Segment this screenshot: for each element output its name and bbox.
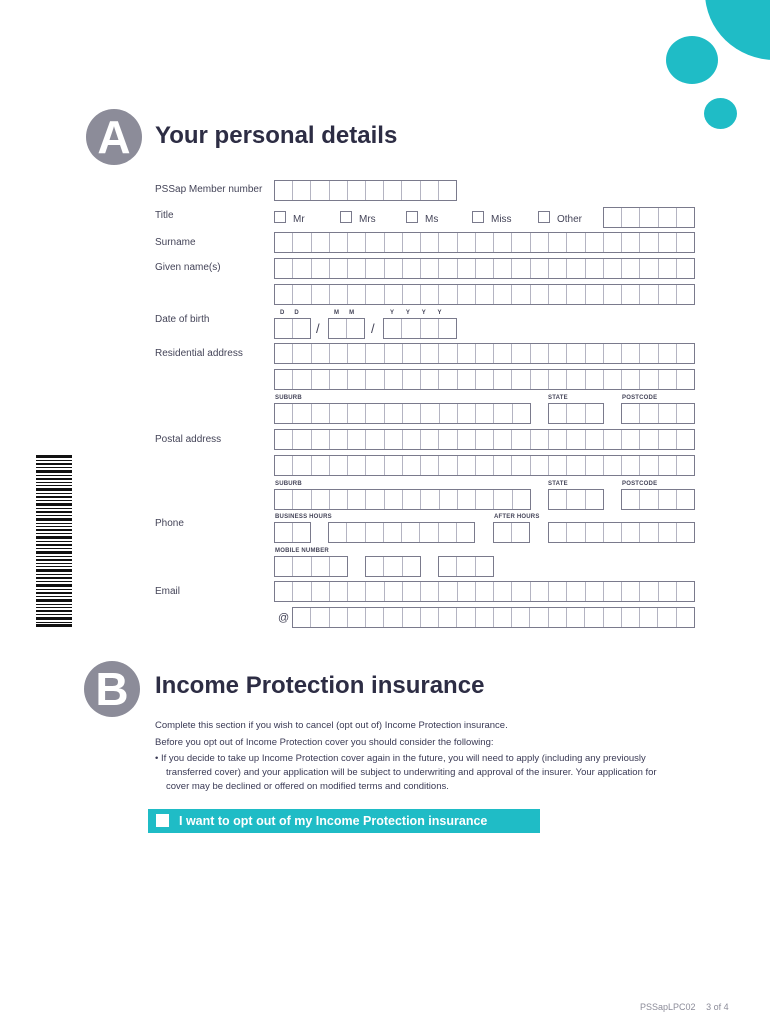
residential-postcode-field[interactable] (621, 403, 695, 424)
opt-out-checkbox[interactable] (156, 814, 169, 827)
decorative-circle-medium (666, 36, 718, 84)
mobile-number-part3[interactable] (438, 556, 494, 577)
section-b-title: Income Protection insurance (155, 672, 485, 699)
business-hours-caption: BUSINESS HOURS (275, 514, 332, 520)
surname-field[interactable] (274, 232, 695, 253)
title-ms-label: Ms (425, 214, 439, 225)
after-hours-area-code[interactable] (493, 522, 530, 543)
email-at-sign: @ (278, 612, 290, 624)
postal-address-line1[interactable] (274, 429, 695, 450)
postal-state-field[interactable] (548, 489, 604, 510)
postal-state-caption: STATE (548, 481, 568, 487)
section-b-intro: Complete this section if you wish to cancel (opt out of) Income Protection insurance. (155, 720, 508, 731)
dob-year-hint: Y Y Y Y (390, 310, 442, 316)
title-ms-checkbox[interactable] (406, 211, 418, 223)
given-names-field-line2[interactable] (274, 284, 695, 305)
title-mr-label: Mr (293, 214, 305, 225)
residential-address-label: Residential address (155, 348, 243, 359)
residential-suburb-caption: SUBURB (275, 395, 302, 401)
mobile-number-caption: MOBILE NUMBER (275, 548, 329, 554)
section-a-badge: A (86, 109, 142, 165)
dob-year-field[interactable] (383, 318, 457, 339)
section-b-badge: B (84, 661, 140, 717)
title-miss-checkbox[interactable] (472, 211, 484, 223)
postal-address-label: Postal address (155, 434, 222, 445)
section-a-title: Your personal details (155, 122, 398, 149)
surname-label: Surname (155, 237, 196, 248)
title-other-label: Other (557, 214, 583, 225)
email-label: Email (155, 586, 181, 597)
postal-suburb-caption: SUBURB (275, 481, 302, 487)
dob-month-hint: M M (334, 310, 355, 316)
email-field-line1[interactable] (274, 581, 695, 602)
residential-state-field[interactable] (548, 403, 604, 424)
mobile-number-part2[interactable] (365, 556, 421, 577)
opt-out-label: I want to opt out of my Income Protection insurance (179, 814, 488, 828)
title-mr-checkbox[interactable] (274, 211, 286, 223)
after-hours-number[interactable] (548, 522, 695, 543)
dob-day-field[interactable] (274, 318, 311, 339)
opt-out-banner[interactable] (148, 809, 540, 833)
postal-postcode-caption: POSTCODE (622, 481, 658, 487)
dob-day-hint: D D (280, 310, 299, 316)
title-miss-label: Miss (491, 214, 512, 225)
decorative-circle-small (704, 98, 737, 129)
mobile-number-part1[interactable] (274, 556, 348, 577)
residential-address-line2[interactable] (274, 369, 695, 390)
residential-postcode-caption: POSTCODE (622, 395, 658, 401)
given-names-field-line1[interactable] (274, 258, 695, 279)
email-field-line2[interactable] (292, 607, 695, 628)
section-b-bullet-line2: transferred cover) and your application will be subject to underwriting and approval of the insurer. Your application for (166, 767, 657, 778)
residential-address-line1[interactable] (274, 343, 695, 364)
member-number-label: PSSap Member number (155, 184, 263, 195)
given-names-label: Given name(s) (155, 262, 221, 273)
barcode (36, 455, 72, 627)
business-hours-area-code[interactable] (274, 522, 311, 543)
section-b-consider: Before you opt out of Income Protection cover you should consider the following: (155, 737, 494, 748)
dob-separator-2: / (371, 321, 375, 336)
residential-suburb-field[interactable] (274, 403, 531, 424)
title-mrs-checkbox[interactable] (340, 211, 352, 223)
footer-doc-code: PSSapLPC02 (640, 1002, 696, 1012)
postal-suburb-field[interactable] (274, 489, 531, 510)
phone-label: Phone (155, 518, 184, 529)
title-other-field[interactable] (603, 207, 695, 228)
page-footer (640, 1002, 729, 1012)
title-mrs-label: Mrs (359, 214, 376, 225)
after-hours-caption: AFTER HOURS (494, 514, 540, 520)
residential-state-caption: STATE (548, 395, 568, 401)
dob-separator-1: / (316, 321, 320, 336)
section-b-bullet-line1: • If you decide to take up Income Protection cover again in the future, you will need to apply (including any previously (155, 753, 646, 764)
dob-month-field[interactable] (328, 318, 365, 339)
title-other-checkbox[interactable] (538, 211, 550, 223)
postal-postcode-field[interactable] (621, 489, 695, 510)
member-number-field[interactable] (274, 180, 457, 201)
title-label: Title (155, 210, 174, 221)
business-hours-number[interactable] (328, 522, 475, 543)
dob-label: Date of birth (155, 314, 210, 325)
section-b-bullet-line3: cover may be declined or offered on modified terms and conditions. (166, 781, 449, 792)
footer-page-number: 3 of 4 (706, 1002, 729, 1012)
postal-address-line2[interactable] (274, 455, 695, 476)
